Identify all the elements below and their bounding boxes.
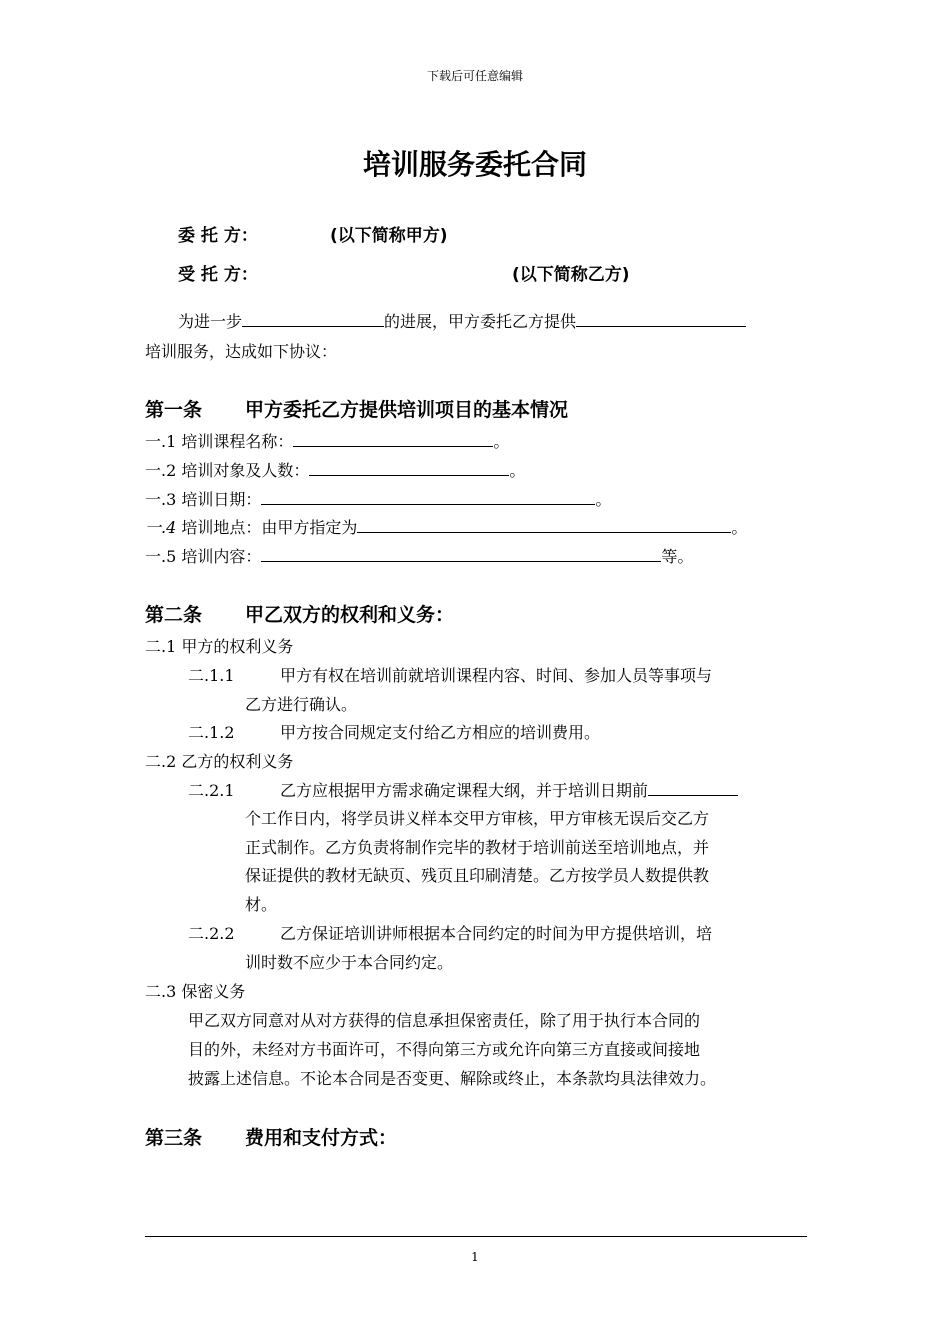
clause-2-1-1-line1: 甲方有权在培训前就培训课程内容、时间、参加人员等事项与	[280, 666, 713, 685]
article1-item-3	[145, 487, 611, 510]
blank-purpose[interactable]	[242, 312, 384, 327]
intro-line-2: 培训服务，达成如下协议：	[145, 342, 338, 361]
article2-number: 第二条	[145, 604, 203, 626]
clause-2-2-1-line4: 保证提供的教材无缺页、残页且印刷清楚。乙方按学员人数提供教	[245, 866, 710, 885]
section-2-3-line1: 甲乙双方同意对从对方获得的信息承担保密责任，除了用于执行本合同的	[188, 1011, 701, 1030]
article1-item-2	[145, 458, 525, 481]
article1-item-1	[145, 429, 509, 452]
blank-date[interactable]	[261, 490, 595, 505]
article1-item-4	[145, 515, 747, 538]
article2-heading: 甲乙双方的权利和义务：	[245, 604, 455, 626]
item-end: 。	[493, 432, 510, 451]
provider-note: (以下简称乙方)	[512, 265, 630, 285]
clause-text: 乙方应根据甲方需求确定课程大纲，并于培训日期前	[280, 781, 649, 800]
item-label: 培训地点：由甲方指定为	[181, 518, 358, 537]
section-2-3-line2: 目的外，未经对方书面许可，不得向第三方或允许向第三方直接或间接地	[188, 1040, 701, 1059]
page-title: 培训服务委托合同	[362, 148, 587, 181]
item-label: 一.2 培训对象及人数：	[145, 461, 310, 480]
item-label: 一.3 培训日期：	[145, 490, 262, 509]
client-note: (以下简称甲方)	[330, 226, 448, 246]
clause-2-2-1-number: 二.2.1	[188, 781, 235, 800]
header-note: 下载后可任意编辑	[426, 69, 523, 83]
article3-number: 第三条	[145, 1127, 203, 1149]
section-2-3: 二.3 保密义务	[145, 982, 246, 1001]
item-number: 一.4	[145, 518, 177, 537]
blank-workdays[interactable]	[648, 781, 738, 796]
clause-2-1-2-line1: 甲方按合同规定支付给乙方相应的培训费用。	[280, 723, 601, 742]
blank-course-name[interactable]	[293, 432, 493, 447]
clause-2-2-2-line2: 训时数不应少于本合同约定。	[245, 953, 454, 972]
clause-2-1-1-number: 二.1.1	[188, 666, 235, 685]
item-end: 等。	[661, 547, 694, 566]
intro-part2: 的进展，甲方委托乙方提供	[384, 312, 577, 331]
page-number: 1	[471, 1250, 479, 1264]
article1-number: 第一条	[145, 399, 203, 421]
blank-service[interactable]	[576, 312, 746, 327]
blank-trainees[interactable]	[309, 461, 509, 476]
clause-2-2-1-line5: 材。	[245, 895, 278, 914]
section-2-2: 二.2 乙方的权利义务	[145, 752, 294, 771]
item-end: 。	[509, 461, 526, 480]
blank-location[interactable]	[357, 518, 731, 533]
clause-2-2-1-line1	[280, 778, 738, 801]
item-label: 一.1 培训课程名称：	[145, 432, 294, 451]
clause-2-2-2-number: 二.2.2	[188, 924, 235, 943]
intro-line-1	[178, 309, 746, 332]
client-label: 委 托 方：	[178, 226, 258, 246]
blank-content[interactable]	[261, 547, 661, 562]
item-end: 。	[595, 490, 612, 509]
item-end: 。	[731, 518, 748, 537]
section-2-3-line3: 披露上述信息。不论本合同是否变更、解除或终止，本条款均具法律效力。	[188, 1069, 717, 1088]
article1-heading: 甲方委托乙方提供培训项目的基本情况	[245, 399, 569, 421]
clause-2-2-2-line1: 乙方保证培训讲师根据本合同约定的时间为甲方提供培训，培	[280, 924, 713, 943]
article1-item-5	[145, 544, 693, 567]
item-label: 一.5 培训内容：	[145, 547, 262, 566]
section-2-1: 二.1 甲方的权利义务	[145, 637, 294, 656]
clause-2-2-1-line2: 个工作日内，将学员讲义样本交甲方审核，甲方审核无误后交乙方	[245, 809, 710, 828]
clause-2-1-2-number: 二.1.2	[188, 723, 235, 742]
article3-heading: 费用和支付方式：	[245, 1127, 398, 1149]
intro-part1: 为进一步	[178, 312, 243, 331]
clause-2-2-1-line3: 正式制作。乙方负责将制作完毕的教材于培训前送至培训地点，并	[245, 838, 710, 857]
provider-label: 受 托 方：	[178, 265, 258, 285]
footer-divider	[145, 1236, 807, 1237]
clause-2-1-1-line2: 乙方进行确认。	[245, 695, 358, 714]
